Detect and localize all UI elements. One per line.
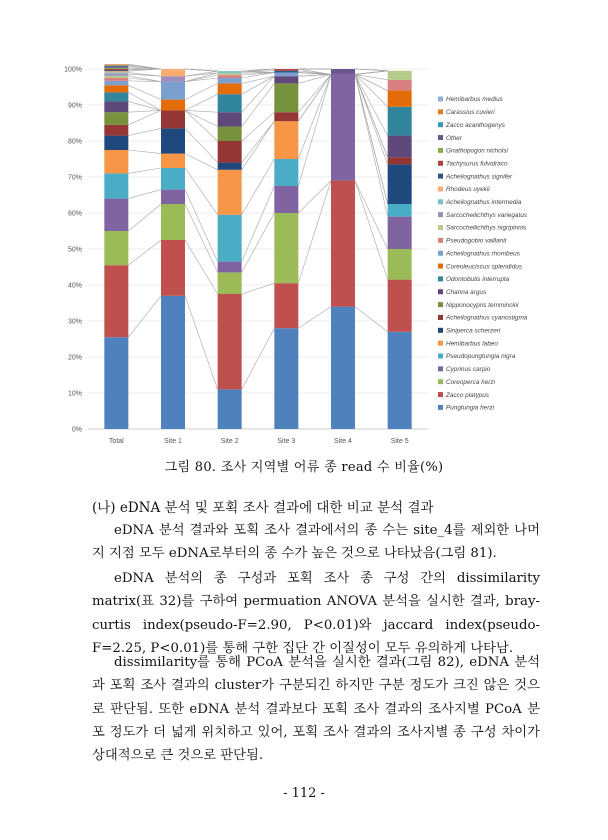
legend-swatch [438,341,443,346]
series-connector [128,150,161,154]
bar-segment [218,262,242,273]
bar-segment [274,73,298,77]
bar-segment [388,217,412,249]
legend-swatch [438,161,443,166]
bar-segment [104,125,128,136]
paragraph-1: eDNA 분석 결과와 포획 조사 결과에서의 종 수는 site_4를 제외한 나머지 지점 모두 eDNA로부터의 종 수가 높은 것으로 나타났음(그림 81). [92,523,540,562]
legend-entry: Acheilognathus cyanostigma [446,314,528,322]
series-connector [185,190,218,262]
bar-segment [218,78,242,83]
bar-segment [104,85,128,92]
legend-entry: Coreoperca herzi [446,378,496,386]
bar-segment [104,199,128,231]
legend-entry: Zacco acanthogenys [446,121,505,129]
bar-segment [388,136,412,158]
legend-entry: Nipponocypris temminckii [446,301,519,309]
section-heading: (나) eDNA 분석 및 포획 조사 결과에 대한 비교 분석 결과 [92,500,434,516]
legend-swatch [438,109,443,114]
series-connector [298,74,331,159]
bar-segment [104,65,128,66]
bar-segment [274,121,298,159]
series-connector [185,240,218,294]
bar-segment [388,204,412,217]
bar-segment [218,112,242,126]
legend-swatch [438,405,443,410]
bar-segment [274,69,298,71]
legend-entry: Carassius cuvieri [446,109,495,117]
x-tick-label: Site 3 [277,438,296,445]
legend-swatch [438,225,443,230]
series-connector [298,74,331,186]
bar-segment [218,127,242,141]
series-connector [242,159,275,215]
legend-entry: Coreoleuciscus splendidus [446,263,523,271]
legend-entry: Acheilognathus signifer [446,173,513,181]
legend-entry: Pungtungia herzi [446,404,494,412]
bar-segment [104,73,128,74]
bar-segment [161,128,185,153]
bar-segment [104,68,128,69]
series-connector [185,168,218,215]
bar-segment [218,75,242,78]
bar-segment [274,76,298,83]
y-tick-label: 0% [71,426,82,434]
paragraph-2: eDNA 분석의 종 구성과 포획 조사 종 구성 간의 dissimilarity matrix(표 32)를 구하여 permuation ANOVA 분석을 실시한 결과, bray-curtis index(pseudo-F=2.90, P<0.01)와 jaccard index(pseudo-F=2.25, P<0.01)를 통해 구한 집단 간 이질성이 모두 유의하게 나타남. [92,571,540,656]
legend-entry: Acheilognathus intermedia [446,199,522,206]
x-tick-label: Site 2 [220,438,239,445]
bar-segment [218,294,242,389]
series-connector [242,121,275,170]
bar-segment [104,64,128,65]
legend-entry: Odontobutis interrupta [446,276,510,284]
bar-segment [104,101,128,112]
bar-segment [331,181,355,307]
bar-segment [161,168,185,190]
series-connector [298,181,331,284]
legend-entry: Hemibarbus medius [446,96,503,104]
series-connector [128,110,161,112]
series-connector [128,92,161,110]
legend-entry: Other [446,134,462,142]
series-connector [185,296,218,390]
chart-gridlines [88,69,428,429]
bar-segment [218,170,242,215]
bar-segment [218,272,242,294]
bar-segment [104,231,128,265]
series-connector [298,74,331,121]
bar-segment [161,69,185,76]
legend-entry: Rhodeus uyekii [446,186,490,194]
legend-swatch [438,328,443,333]
series-connector [128,296,161,337]
series-connector [242,121,275,162]
bar-segment [161,190,185,204]
bar-segment [104,150,128,173]
bar-segment [161,82,185,100]
paragraph-3: dissimilarity를 통해 PCoA 분석을 실시한 결과(그림 82), eDNA 분석과 포획 조사 결과의 cluster가 구분되긴 하지만 구분 정도가 크진 않은 것으로 판단됨. 또한 eDNA 분석 결과보다 포획 조사 결과의 조사지별 PCoA 분포 정도가 더 넓게 위치하고 있어, 포획 조사 결과의 조사지별 종 구성 차이가 상대적으로 큰 것으로 판단됨. [92,655,540,764]
legend-swatch [438,366,443,371]
legend-entry: Channa argus [446,288,487,296]
bar-segment [388,164,412,204]
bar-segment [388,280,412,332]
x-tick-label: Site 5 [390,438,409,445]
bar-segment [104,337,128,429]
bar-segment [218,215,242,262]
bar-segment [104,81,128,85]
legend-entry: Tachysurus fulvidraco [446,160,508,168]
bar-segment [104,69,128,70]
legend-swatch [438,212,443,217]
legend-swatch [438,174,443,179]
bar-segment [161,204,185,240]
series-connector [242,76,275,94]
figure-caption: 그림 80. 조사 지역별 어류 종 read 수 비율(%) [164,460,444,475]
x-axis-ticks [109,438,409,445]
series-connector [355,307,388,332]
legend-swatch [438,251,443,256]
legend-entry: Cyprinus carpio [446,366,491,374]
x-tick-label: Total [108,438,124,445]
chart-legend [438,96,528,411]
legend-swatch [438,97,443,102]
bar-segment [104,66,128,67]
series-connector [128,101,161,110]
series-connector [355,74,388,204]
y-tick-label: 50% [67,246,82,254]
legend-swatch [438,379,443,384]
bar-segment [161,76,185,81]
bar-segment [104,76,128,78]
series-connector [185,110,218,141]
bar-segment [388,91,412,107]
legend-swatch [438,122,443,127]
series-connector [128,204,161,231]
legend-entry: Siniperca scherzeri [446,327,501,335]
bar-segment [218,94,242,112]
legend-swatch [438,238,443,243]
legend-swatch [438,354,443,359]
bar-segment [104,136,128,150]
series-connector [185,154,218,170]
bar-segment [274,186,298,213]
bar-segment [104,173,128,198]
bar-segment [161,296,185,429]
legend-swatch [438,199,443,204]
bar-segment [388,80,412,91]
x-tick-label: Site 4 [334,438,352,445]
bar-segment [161,240,185,296]
bar-segment [388,107,412,136]
series-connector [242,328,275,389]
series-connector [355,181,388,249]
legend-swatch [438,302,443,307]
legend-entry: Acheilognathus rhombeus [446,250,520,258]
series-connector [128,240,161,265]
series-connector [242,213,275,272]
legend-swatch [438,392,443,397]
chart-bars [104,64,411,429]
legend-entry: Sarcocheilichthys nigripinnis [446,224,527,232]
series-connector [185,204,218,272]
bar-segment [274,213,298,283]
y-tick-label: 30% [67,318,82,326]
series-connector [298,74,331,112]
y-tick-label: 90% [67,102,82,110]
y-tick-label: 60% [67,210,82,218]
bar-segment [388,249,412,280]
bar-segment [274,71,298,73]
bar-segment [161,154,185,168]
y-tick-label: 20% [67,354,82,362]
legend-swatch [438,289,443,294]
bar-segment [274,159,298,186]
bar-segment [161,100,185,111]
y-tick-label: 80% [67,138,82,146]
bar-segment [104,70,128,71]
series-connector [185,83,218,99]
bar-segment [218,71,242,73]
legend-swatch [438,315,443,320]
series-connector [185,73,218,82]
series-connector [242,186,275,262]
legend-swatch [438,276,443,281]
bar-segment [274,112,298,121]
bar-segment [388,157,412,164]
bar-segment [104,74,128,76]
bar-segment [218,73,242,75]
bar-segment [104,112,128,125]
series-connector [128,85,161,99]
bar-segment [104,265,128,337]
legend-swatch [438,135,443,140]
series-connector [185,128,218,162]
bar-segment [388,71,412,80]
series-connector [242,76,275,112]
bar-segment [274,83,298,112]
bar-segment [274,283,298,328]
series-connector [185,94,218,110]
y-tick-label: 70% [67,174,82,182]
legend-entry: Hemibarbus labeo [446,340,498,348]
bar-segment [104,92,128,101]
series-connector [185,110,218,112]
bar-segment [218,141,242,163]
bar-segment [331,74,355,180]
legend-swatch [438,264,443,269]
x-tick-label: Site 1 [164,438,182,445]
series-connector [185,110,218,126]
bar-segment [218,389,242,429]
legend-swatch [438,148,443,153]
series-connector [128,128,161,135]
bar-segment [104,78,128,81]
series-connector [128,168,161,173]
legend-entry: Pseudopungtungia nigra [446,353,516,361]
bar-segment [218,163,242,170]
bar-segment [331,69,355,74]
legend-entry: Zacco platypus [446,391,489,399]
legend-entry: Pseudogobio vaillanti [446,237,507,245]
bar-segment [218,83,242,94]
series-connector [128,110,161,124]
series-connector [242,112,275,141]
series-connector [128,190,161,199]
series-connector [355,71,388,75]
bar-segment [388,332,412,429]
y-tick-label: 100% [64,66,82,74]
legend-entry: Gnathopogon nicholsi [446,147,508,155]
bar-segment [274,328,298,429]
legend-entry: Sarcocheilichthys variegatus [446,211,527,219]
bar-segment [161,110,185,128]
y-axis-ticks [64,67,82,434]
legend-swatch [438,186,443,191]
bar-segment [331,307,355,429]
y-tick-label: 10% [67,390,82,398]
y-tick-label: 40% [67,282,82,290]
bar-segment [104,71,128,72]
page-number: - 112 - [283,786,325,801]
series-connector [298,307,331,329]
